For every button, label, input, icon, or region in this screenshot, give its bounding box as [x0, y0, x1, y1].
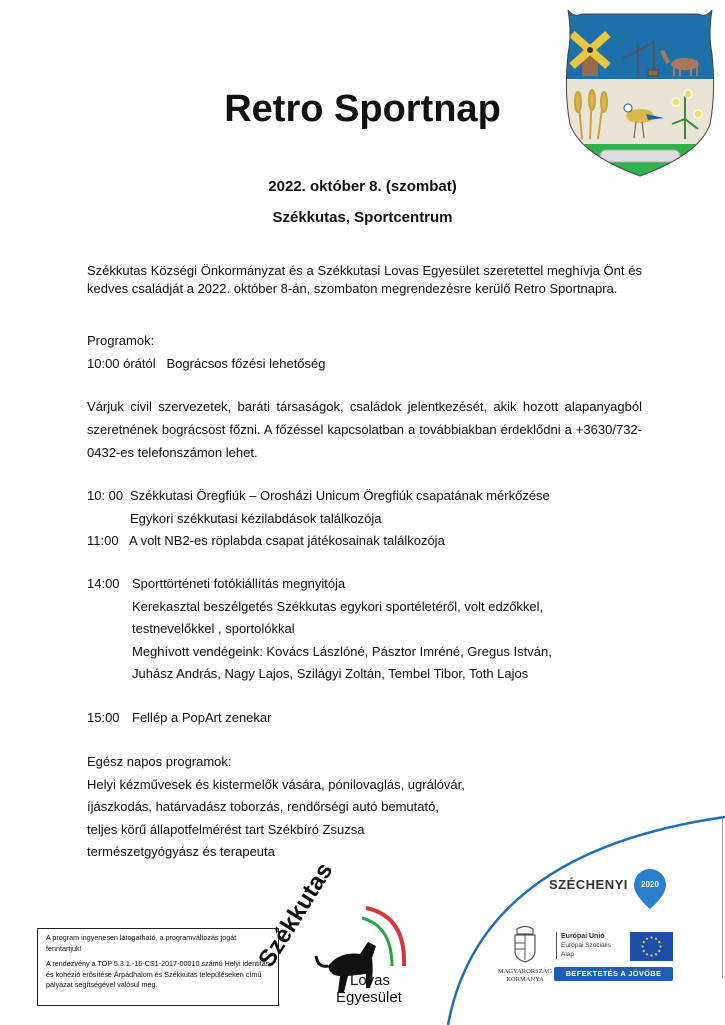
program-block-concert: [87, 707, 642, 730]
eu-star-icon: [655, 953, 657, 955]
program-time: 15:00: [87, 710, 120, 725]
notice-box: [37, 928, 279, 1006]
program-text: Sporttörténeti fotókiállítás megnyitója: [132, 576, 346, 591]
allday-line: természetgyógyász és terapeuta: [87, 844, 275, 859]
eu-star-icon: [655, 938, 657, 940]
eu-text-2: Európai Szociális: [561, 942, 611, 949]
eu-fund-text: [556, 932, 611, 959]
eu-star-icon: [643, 941, 645, 943]
program-item: [87, 573, 642, 596]
eu-star-icon: [658, 950, 660, 952]
eu-star-icon: [650, 954, 652, 956]
hungarian-government-logo: [495, 925, 555, 984]
eu-star-icon: [646, 953, 648, 955]
cooking-note: Várjuk civil szervezetek, baráti társaságok, családok jelentkezését, akik hozott alapanyagból szeretnének bográcsost főzni. A főzéssel kapcsolatban a továbbiakban érdeklődni a +3630/732-0432-es telefonszámon lehet.: [87, 399, 642, 460]
allday-line: Helyi kézművesek és kistermelők vására, pónilovaglás, ugrálóvár,: [87, 776, 465, 792]
szechenyi-year: 2020: [641, 880, 659, 889]
lovas-logo-text-1: Lovas: [350, 972, 391, 989]
notice-line: A rendezvény a TOP 5.3.1.-16-CS1-2017-00010 számú Helyi identitás és kohézió erősítése Árpádhalom és Székkutas településeken című pályázat segítségével valósul meg.: [46, 959, 270, 989]
program-text: Egykori székkutasi kézilabdások találkozója: [130, 510, 382, 526]
program-time: 10:00 órától: [87, 355, 156, 371]
eu-flag-icon: [630, 932, 673, 961]
program-text: A volt NB2-es röplabda csapat játékosainak találkozója: [129, 533, 445, 548]
ornament-band: [600, 150, 680, 162]
notice-line: A program ingyenesen látogatható, a programváltozás jogát fenntartjuk!: [46, 933, 237, 953]
lovas-egyesulet-logo: [253, 858, 428, 1016]
eu-star-icon: [650, 936, 652, 938]
program-text: Székkutasi Öregfiúk – Orosházi Unicum Öregfiúk csapatának mérkőzése: [130, 488, 550, 503]
program-block-morning: [87, 485, 642, 553]
program-line: Kerekasztal beszélgetés Székkutas egykori sportéletéről, volt edzőkkel,: [132, 598, 544, 614]
lovas-logo-text-top: Székkutas: [253, 858, 339, 972]
allday-line: teljes körű állapotfelmérést tart Székbíró Zsuzsa: [87, 821, 365, 837]
eu-star-icon: [659, 945, 661, 947]
allday-line: íjászkodás, határvadász toborzás, rendőrségi autó bemutató,: [87, 799, 439, 814]
program-line: Juhász András, Nagy Lajos, Szilágyi Zoltán, Tembel Tibor, Toth Lajos: [132, 666, 529, 681]
szechenyi-logo-text: SZÉCHENYI: [549, 877, 628, 892]
program-text: Fellép a PopArt zenekar: [132, 710, 272, 725]
right-edge-line: [722, 818, 723, 978]
gov-text-2: KORMÁNYA: [506, 976, 544, 983]
location-pin-icon: [634, 869, 666, 909]
program-item: [87, 508, 642, 531]
event-place: Székkutas, Sportcentrum: [272, 209, 453, 226]
program-time: 10: 00: [87, 488, 124, 503]
event-date: 2022. október 8. (szombat): [268, 178, 457, 195]
program-line: testnevelőkkel , sportolókkal: [132, 621, 295, 636]
program-item: [87, 485, 642, 508]
program-item: [87, 530, 642, 553]
program-line: Meghívott vendégeink: Kovács Lászlóné, Pásztor Imréné, Gregus István,: [132, 643, 552, 659]
befektetes-banner: BEFEKTETÉS A JÖVŐBE: [554, 967, 673, 981]
page-title: Retro Sportnap: [224, 88, 501, 130]
allday-heading: Egész napos programok:: [87, 754, 232, 769]
program-text: Bográcsos főzési lehetőség: [166, 355, 326, 371]
program-time: 14:00: [87, 576, 120, 591]
eu-text-1: Európai Unió: [561, 933, 605, 940]
eu-star-icon: [658, 941, 660, 943]
eu-star-icon: [646, 938, 648, 940]
program-block-afternoon: [87, 573, 642, 686]
eu-star-icon: [643, 950, 645, 952]
programs-heading: Programok:: [87, 333, 155, 348]
gov-text-1: MAGYARORSZÁG: [497, 968, 553, 975]
hungarian-crest-icon: [512, 925, 538, 963]
eu-text-3: Alap: [561, 951, 575, 958]
program-time: 11:00: [87, 533, 119, 548]
programs-section: [87, 330, 642, 375]
eu-star-icon: [641, 945, 643, 947]
intro-paragraph: Székkutas Községi Önkormányzat és a Székkutasi Lovas Egyesület szeretettel meghívja Önt és kedves családját a 2022. október 8-án, szombaton megrendezésre kerülő Retro Sportnapra.: [87, 263, 642, 296]
lovas-logo-text-2: Egyesület: [336, 989, 402, 1006]
decorative-arc: [440, 812, 725, 1025]
program-item-cooking: [87, 353, 642, 376]
